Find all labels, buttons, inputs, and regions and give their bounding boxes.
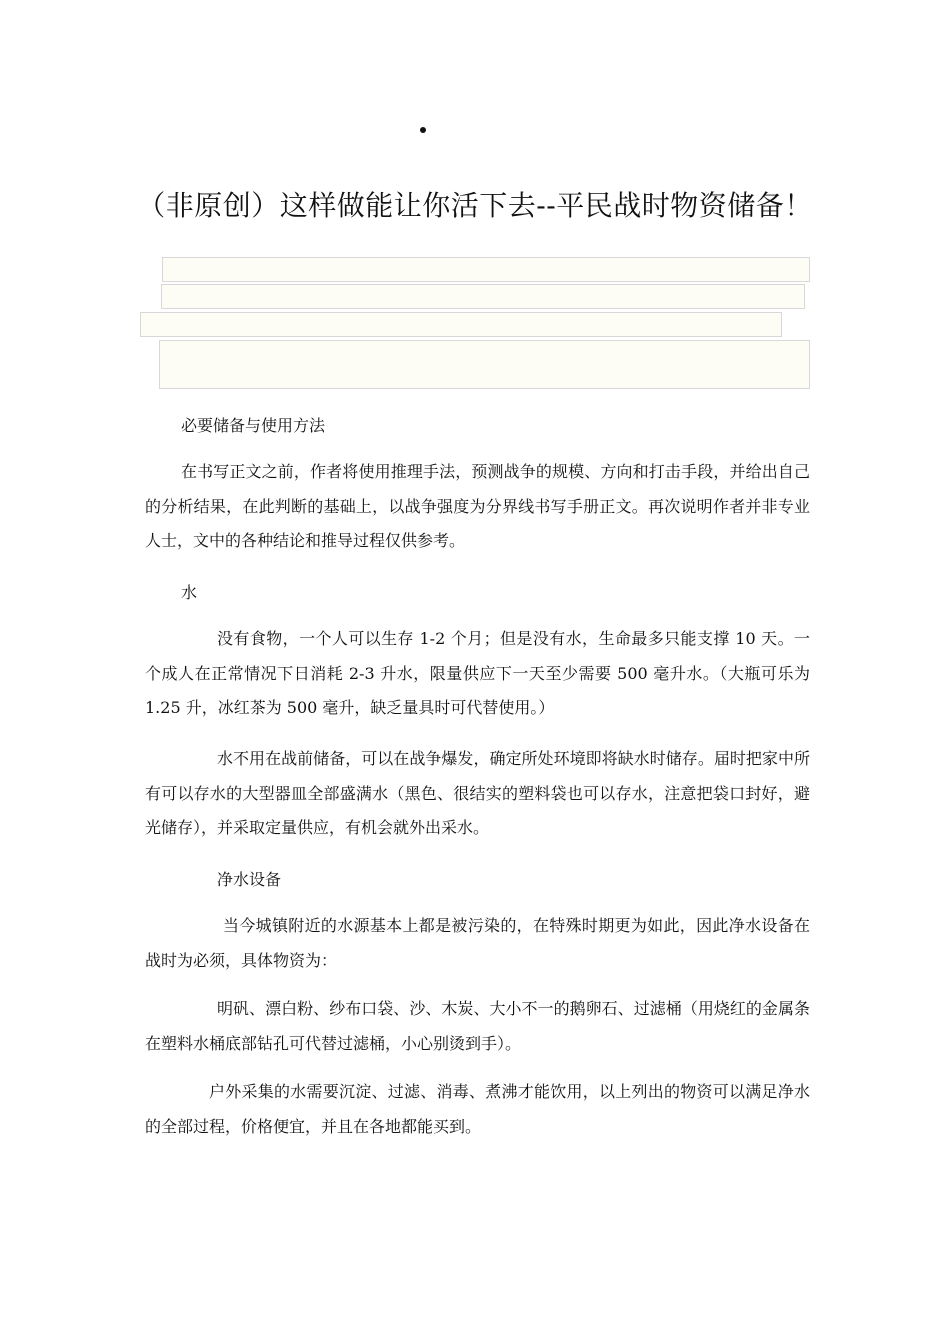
purify-paragraph-1: 当今城镇附近的水源基本上都是被污染的，在特殊时期更为如此，因此净水设备在战时为必须，具体物资为： xyxy=(145,916,810,970)
purify-paragraph-2: 明矾、漂白粉、纱布口袋、沙、木炭、大小不一的鹅卵石、过滤桶（用烧红的金属条在塑料水桶底部钻孔可代替过滤桶，小心别烫到手）。 xyxy=(145,999,810,1053)
water-paragraph-2: 水不用在战前储备，可以在战争爆发，确定所处环境即将缺水时储存。届时把家中所有可以存水的大型器皿全部盛满水（黑色、很结实的塑料袋也可以存水，注意把袋口封好，避光储存），并采取定量供应，有机会就外出采水。 xyxy=(145,749,810,837)
purify-paragraph-3: 户外采集的水需要沉淀、过滤、消毒、煮沸才能饮用，以上列出的物资可以满足净水的全部过程，价格便宜，并且在各地都能买到。 xyxy=(145,1082,810,1136)
placeholder-box xyxy=(162,257,810,282)
placeholder-box xyxy=(140,312,782,337)
section-heading-water: 水 xyxy=(181,583,198,602)
bullet-dot xyxy=(420,127,426,133)
section-heading-storage: 必要储备与使用方法 xyxy=(181,416,326,435)
section-heading-purify: 净水设备 xyxy=(217,870,282,889)
placeholder-box xyxy=(159,340,810,389)
intro-paragraph: 在书写正文之前，作者将使用推理手法，预测战争的规模、方向和打击手段，并给出自己的分析结果，在此判断的基础上，以战争强度为分界线书写手册正文。再次说明作者并非专业人士，文中的各种结论和推导过程仅供参考。 xyxy=(145,462,810,550)
placeholder-box xyxy=(161,284,805,309)
page-title: （非原创）这样做能让你活下去--平民战时物资储备！ xyxy=(137,189,813,222)
water-paragraph-1: 没有食物，一个人可以生存 1-2 个月；但是没有水，生命最多只能支撑 10 天。一个成人在正常情况下日消耗 2-3 升水，限量供应下一天至少需要 500 毫升水。（大瓶可乐为 1.25 升，冰红茶为 500 毫升，缺乏量具时可代替使用。） xyxy=(145,629,810,717)
